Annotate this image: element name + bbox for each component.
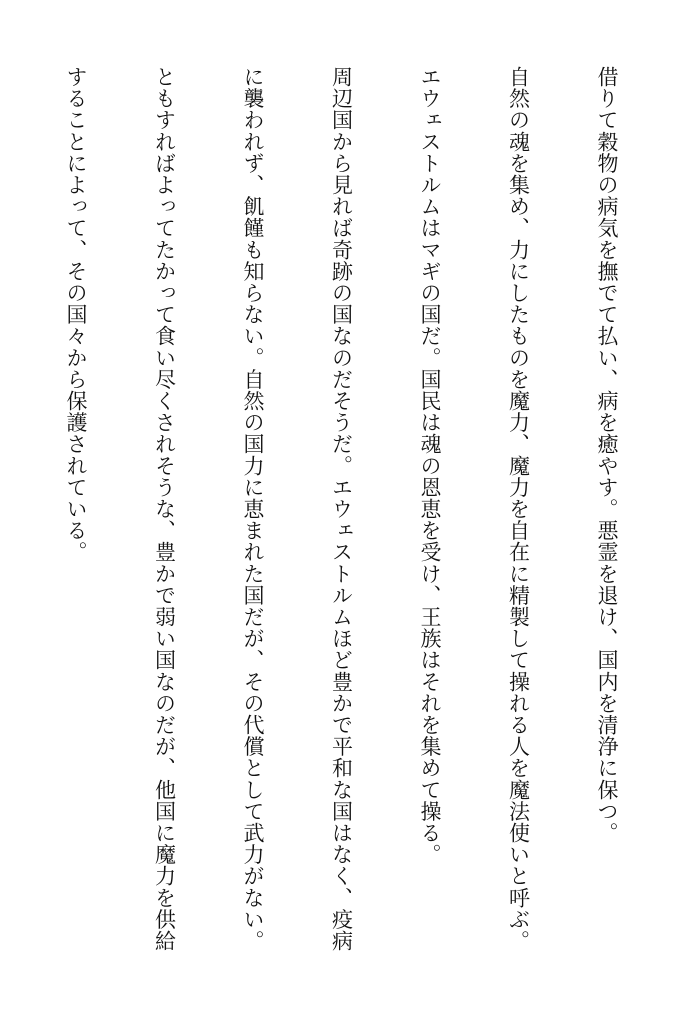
vertical-text-block xyxy=(10,66,680,981)
text-column-5: に襲われず、飢饉も知らない。自然の国力に恵まれた国だが、その代償として武力がない。 xyxy=(241,66,265,952)
text-column-3: エウェストルムはマギの国だ。国民は魂の恩恵を受け、王族はそれを集めて操る。 xyxy=(418,66,442,866)
text-column-2: 自然の魂を集め、力にしたものを魔力、魔力を自在に精製して操れる人を魔法使いと呼ぶ。 xyxy=(506,66,531,952)
text-column-1: 借りて穀物の病気を撫でて払い、病を癒やす。悪霊を退け、国内を清浄に保つ。 xyxy=(595,66,619,844)
text-column-4: 周辺国から見れば奇跡の国なのだそうだ。エウェストルムほど豊かで平和な国はなく、疫病 xyxy=(329,66,354,952)
text-column-7: することによって、その国々から保護されている。 xyxy=(64,66,88,563)
text-column-6: ともすればよってたかって食い尽くされそうな、豊かで弱い国なのだが、他国に魔力を供給 xyxy=(152,66,177,952)
